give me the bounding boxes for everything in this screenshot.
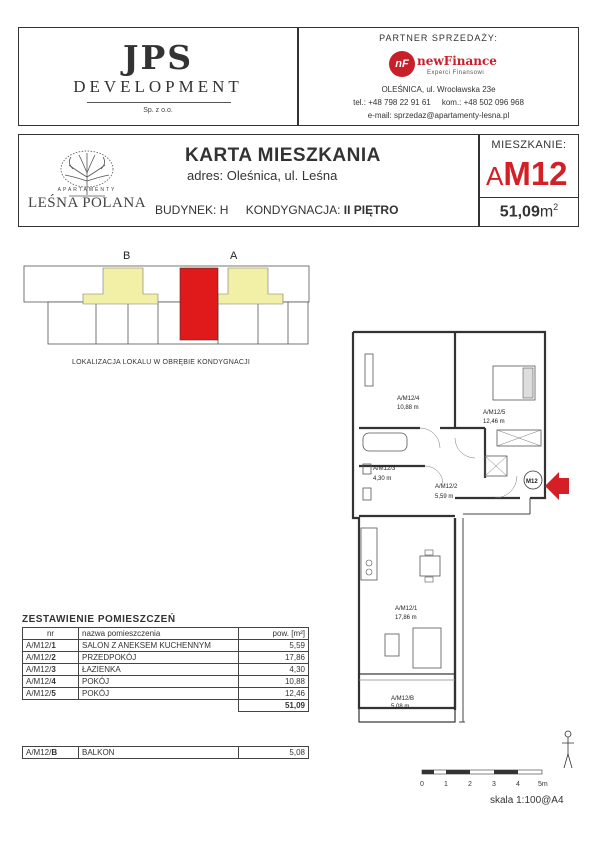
divider [87, 102, 231, 103]
scale-tick: 2 [468, 781, 472, 788]
room-code: A/M12/4 [397, 396, 420, 402]
partner-address: OLEŚNICA, ul. Wrocławska 23e [381, 85, 496, 94]
sofa-icon [413, 628, 441, 668]
room-nr: 4 [51, 677, 56, 686]
room-nr: 2 [51, 653, 56, 662]
table-row [23, 747, 309, 759]
sink-icon [363, 488, 371, 500]
person-silhouette-icon [562, 731, 574, 768]
scale-label: skala 1:100@A4 [490, 795, 564, 806]
scale-tick: 5m [538, 781, 548, 788]
room-name: SALON Z ANEKSEM KUCHENNYM [79, 640, 239, 652]
room-code: A/M12/1 [395, 606, 418, 612]
area-value: 51,09 [499, 203, 540, 221]
developer-name: JPS [122, 38, 194, 77]
kitchen-counter-icon [361, 528, 377, 580]
apartment-area [480, 202, 578, 221]
room-name: PRZEDPOKÓJ [79, 652, 239, 664]
scale-tick: 1 [444, 781, 448, 788]
room-code: A/M12/5 [483, 410, 506, 416]
desk-icon [365, 354, 373, 386]
room-area: 4,30 [239, 664, 309, 676]
table-header-row [23, 628, 309, 640]
bathtub-icon [363, 433, 407, 451]
project-tagline: APARTAMENTY [57, 187, 117, 193]
room-area: 17,86 [239, 652, 309, 664]
room-name: POKÓJ [79, 676, 239, 688]
coffee-table-icon [385, 634, 399, 656]
door-arc [455, 438, 475, 458]
table-row [23, 664, 309, 676]
apartment-id-box [479, 134, 579, 227]
scale-tick: 3 [492, 781, 496, 788]
balcony-table [22, 746, 309, 759]
room-area: 10,88 [239, 676, 309, 688]
building-label: BUDYNEK: [155, 203, 217, 217]
developer-logo-box [18, 27, 298, 126]
area-unit: m [539, 203, 554, 221]
partner-phones: tel.: +48 798 22 91 61 kom.: +48 502 096 968 [353, 98, 524, 107]
room-area: 12,46 m [483, 419, 505, 425]
apartment-address: adres: Oleśnica, ul. Leśna [187, 168, 338, 183]
room-area: 4,30 m [373, 476, 392, 482]
partner-label: PARTNER SPRZEDAŻY: [379, 33, 498, 43]
partner-email[interactable]: e-mail: sprzedaz@apartamenty-lesna.pl [367, 111, 510, 120]
room-area: 5,59 m [435, 494, 454, 500]
room-code: A/M12/2 [435, 484, 458, 490]
room-area: 5,59 [239, 640, 309, 652]
apartment-label: MIESZKANIE: [491, 139, 567, 151]
building-value: H [219, 203, 229, 217]
column-header: nazwa pomieszczenia [79, 628, 239, 640]
room-name: ŁAZIENKA [79, 664, 239, 676]
scale-tick: 4 [516, 781, 520, 788]
room-area: 5,08 m [391, 704, 410, 710]
room-code: A/M12/B [391, 696, 415, 702]
room-area: 10,88 m [397, 405, 419, 411]
developer-subtitle: DEVELOPMENT [73, 77, 243, 96]
door-arc [425, 466, 443, 484]
partner-name: newFinance [417, 54, 497, 68]
room-area: 12,46 [239, 688, 309, 700]
project-name: LEŚNA POLANA [27, 195, 147, 211]
room-nr: 5 [51, 689, 56, 698]
staircase-a-label: A [230, 250, 238, 262]
rooms-table [22, 627, 309, 712]
floor-value: II PIĘTRO [343, 203, 399, 217]
highlighted-unit [180, 268, 218, 340]
apartment-number: M12 [503, 155, 568, 192]
room-nr-prefix: A/M12/ [26, 689, 52, 698]
room-nr-prefix: A/M12/ [26, 653, 52, 662]
area-unit-sup: 2 [553, 202, 559, 212]
room-nr: 1 [51, 641, 56, 650]
room-nr: B [51, 748, 58, 757]
scale-tick: 0 [420, 781, 424, 788]
divider [480, 197, 578, 198]
building-floor-line [155, 203, 398, 217]
door-arc [420, 428, 440, 448]
room-nr-prefix: A/M12/ [26, 641, 52, 650]
apartment-prefix: A [486, 161, 504, 191]
room-name: POKÓJ [79, 688, 239, 700]
staircase-b-label: B [123, 250, 131, 262]
room-nr-prefix: A/M12/ [26, 677, 52, 686]
column-header: nr [23, 628, 79, 640]
developer-legal-form: Sp. z o.o. [143, 107, 173, 114]
room-code: A/M12/3 [373, 466, 396, 472]
scale-bar [410, 728, 580, 792]
page-title: KARTA MIESZKANIA [185, 145, 381, 166]
room-name: BALKON [79, 747, 239, 759]
entrance-marker-label: M12 [526, 479, 538, 485]
room-nr-prefix: A/M12/ [26, 748, 52, 757]
room-area: 5,08 [239, 747, 309, 759]
dining-table-icon [420, 556, 440, 576]
entrance-arrow-icon [545, 472, 569, 500]
room-area: 17,86 m [395, 615, 417, 621]
floor-label: KONDYGNACJA: [245, 203, 341, 217]
table-row [23, 676, 309, 688]
table-row [23, 652, 309, 664]
rooms-summary-title: ZESTAWIENIE POMIESZCZEŃ [22, 614, 176, 625]
room-nr: 3 [51, 665, 56, 674]
apartment-floor-plan [345, 318, 580, 738]
apartment-code [486, 155, 568, 193]
table-row [23, 688, 309, 700]
column-header: pow. [m²] [239, 628, 309, 640]
partner-tagline: Experci Finansowi [427, 70, 485, 76]
door-arc [495, 476, 517, 498]
floor-locator-plan [18, 246, 318, 356]
partner-logo-icon: nF [389, 51, 415, 77]
total-area: 51,09 [239, 700, 309, 712]
locator-caption: LOKALIZACJA LOKALU W OBRĘBIE KONDYGNACJI [72, 359, 250, 366]
table-total-row [23, 700, 309, 712]
room-nr-prefix: A/M12/ [26, 665, 52, 674]
table-row [23, 640, 309, 652]
sales-partner-box [298, 27, 579, 126]
